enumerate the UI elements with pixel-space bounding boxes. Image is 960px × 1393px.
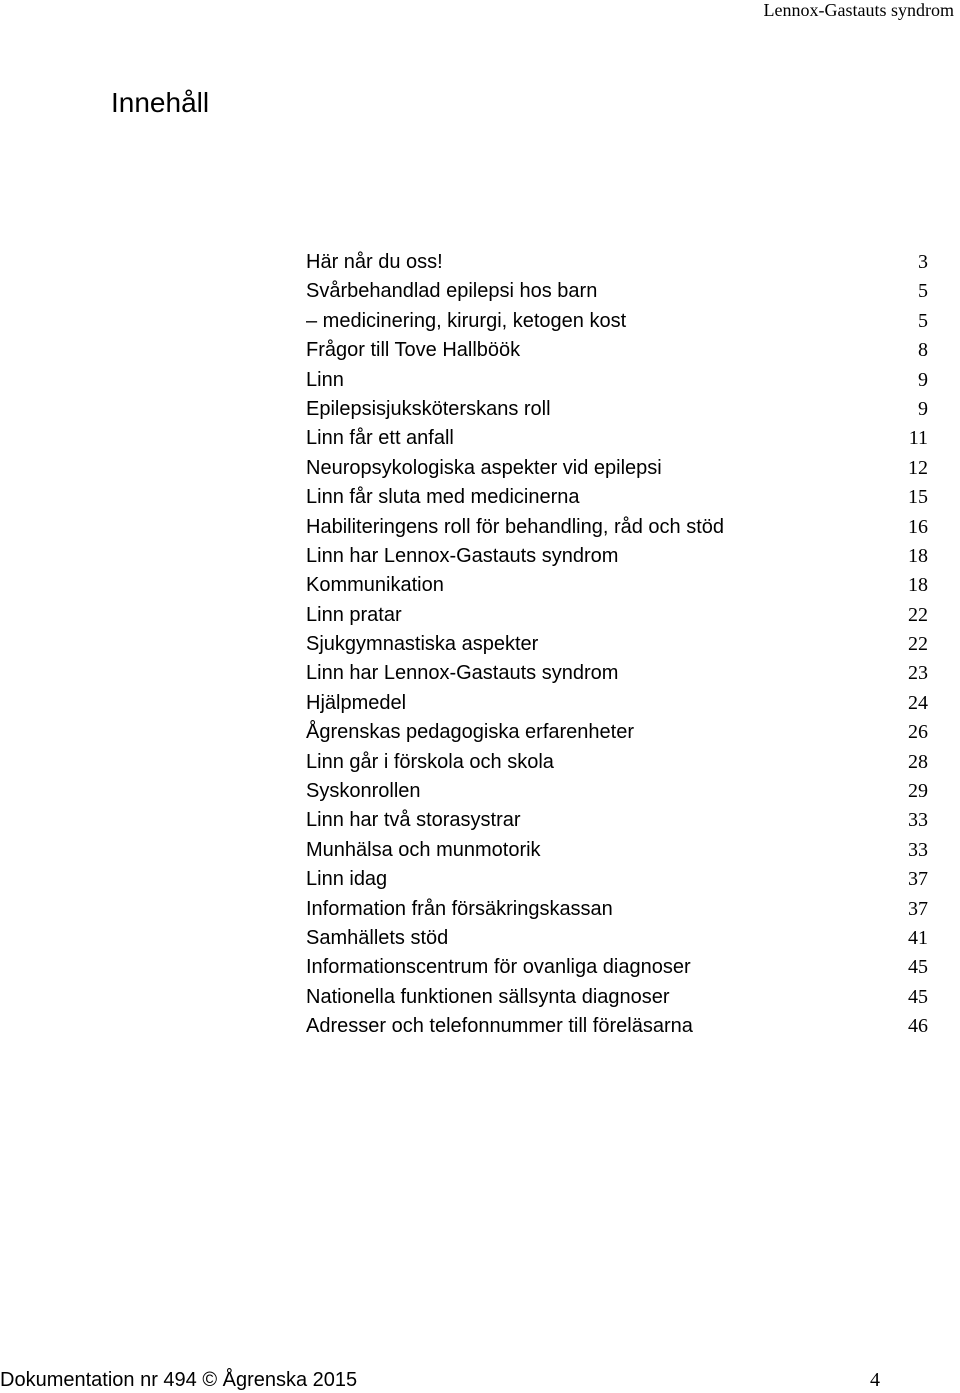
toc-entry-page: 12: [908, 456, 928, 479]
toc-entry-title: Habiliteringens roll för behandling, råd och stöd: [306, 515, 725, 538]
toc-entry: [306, 806, 928, 835]
toc-entry: [306, 248, 928, 277]
toc-entry-title: Adresser och telefonnummer till föreläsarna: [306, 1015, 693, 1038]
toc-entry-title: Ågrenskas pedagogiska erfarenheter: [306, 721, 634, 744]
toc-entry: [306, 454, 928, 483]
toc-entry-page: 9: [918, 368, 928, 391]
page-title: Innehåll: [111, 87, 210, 118]
toc-entry-title: Linn går i förskola och skola: [306, 750, 554, 773]
toc-entry-title: Linn har Lennox-Gastauts syndrom: [306, 662, 619, 685]
toc-entry-title: Information från försäkringskassan: [306, 897, 613, 920]
toc-entry: [306, 924, 928, 953]
toc-entry: [306, 366, 928, 395]
toc-entry-page: 29: [908, 780, 928, 803]
toc-entry-title: Informationscentrum för ovanliga diagnoser: [306, 956, 691, 979]
table-of-contents: [306, 248, 928, 1042]
toc-entry-page: 5: [918, 280, 928, 303]
toc-entry: [306, 689, 928, 718]
toc-entry-page: 5: [918, 309, 928, 332]
toc-entry-page: 22: [908, 633, 928, 656]
toc-entry-title: Hjälpmedel: [306, 691, 407, 714]
toc-entry: [306, 718, 928, 747]
toc-entry-page: 16: [908, 515, 928, 538]
toc-entry-page: 37: [908, 897, 928, 920]
toc-entry: [306, 336, 928, 365]
page-footer: [0, 1367, 880, 1393]
toc-entry-title: Här når du oss!: [306, 251, 443, 273]
toc-entry-title: Kommunikation: [306, 574, 444, 597]
toc-entry-title: Linn får sluta med medicinerna: [306, 486, 580, 509]
toc-entry-page: 9: [918, 397, 928, 420]
toc-entry-page: 33: [908, 838, 928, 861]
toc-entry-page: 23: [908, 662, 928, 685]
toc-entry-title: Munhälsa och munmotorik: [306, 838, 541, 861]
toc-entry: [306, 983, 928, 1012]
toc-entry-title: Linn: [306, 368, 344, 391]
footer-page-number: 4: [870, 1369, 880, 1391]
toc-entry-page: 18: [908, 574, 928, 597]
toc-entry-title: Syskonrollen: [306, 780, 421, 803]
toc-entry-title: Linn har Lennox-Gastauts syndrom: [306, 544, 619, 567]
toc-entry-title: Linn pratar: [306, 603, 402, 626]
toc-entry: [306, 748, 928, 777]
toc-entry: [306, 895, 928, 924]
toc-entry-page: 41: [908, 926, 928, 949]
toc-entry: [306, 865, 928, 894]
toc-entry-title: Sjukgymnastiska aspekter: [306, 633, 539, 656]
footer-document-label: Dokumentation nr 494 © Ågrenska 2015: [0, 1369, 358, 1391]
toc-entry: [306, 836, 928, 865]
toc-entry-page: 45: [908, 956, 928, 979]
toc-entry: [306, 601, 928, 630]
toc-entry-page: 11: [908, 427, 928, 450]
toc-entry-page: 22: [908, 603, 928, 626]
toc-entry: [306, 513, 928, 542]
toc-entry-page: 28: [908, 750, 928, 773]
toc-entry-page: 18: [908, 544, 928, 567]
toc-entry: [306, 483, 928, 512]
toc-entry: [306, 571, 928, 600]
toc-entry: [306, 659, 928, 688]
toc-entry: [306, 395, 928, 424]
toc-entry-title: Linn har två storasystrar: [306, 809, 521, 832]
toc-entry-title: Linn idag: [306, 868, 388, 891]
toc-entry-page: 26: [908, 721, 928, 744]
toc-entry-page: 46: [908, 1015, 928, 1038]
toc-entry: [306, 953, 928, 982]
toc-entry: [306, 277, 928, 306]
toc-entry-page: 15: [908, 486, 928, 509]
toc-entry: [306, 542, 928, 571]
toc-entry-title: Nationella funktionen sällsynta diagnoser: [306, 985, 670, 1008]
toc-entry-title: Linn får ett anfall: [306, 427, 454, 450]
toc-entry: [306, 424, 928, 453]
toc-entry-page: 45: [908, 985, 928, 1008]
running-header: Lennox-Gastauts syndrom: [763, 0, 954, 20]
toc-entry-title: Epilepsisjuksköterskans roll: [306, 397, 551, 420]
toc-entry: [306, 1012, 928, 1041]
toc-entry-title: Frågor till Tove Hallböök: [306, 339, 521, 362]
toc-entry-page: 37: [908, 868, 928, 891]
toc-entry-page: 3: [918, 251, 928, 273]
toc-entry-page: 8: [918, 339, 928, 362]
toc-entry-title: – medicinering, kirurgi, ketogen kost: [306, 309, 627, 332]
toc-entry-page: 33: [908, 809, 928, 832]
toc-entry-title: Samhällets stöd: [306, 926, 449, 949]
toc-entry-title: Svårbehandlad epilepsi hos barn: [306, 280, 598, 303]
toc-entry: [306, 777, 928, 806]
toc-entry-page: 24: [908, 691, 928, 714]
toc-entry: [306, 630, 928, 659]
toc-entry-title: Neuropsykologiska aspekter vid epilepsi: [306, 456, 662, 479]
toc-entry: [306, 307, 928, 336]
